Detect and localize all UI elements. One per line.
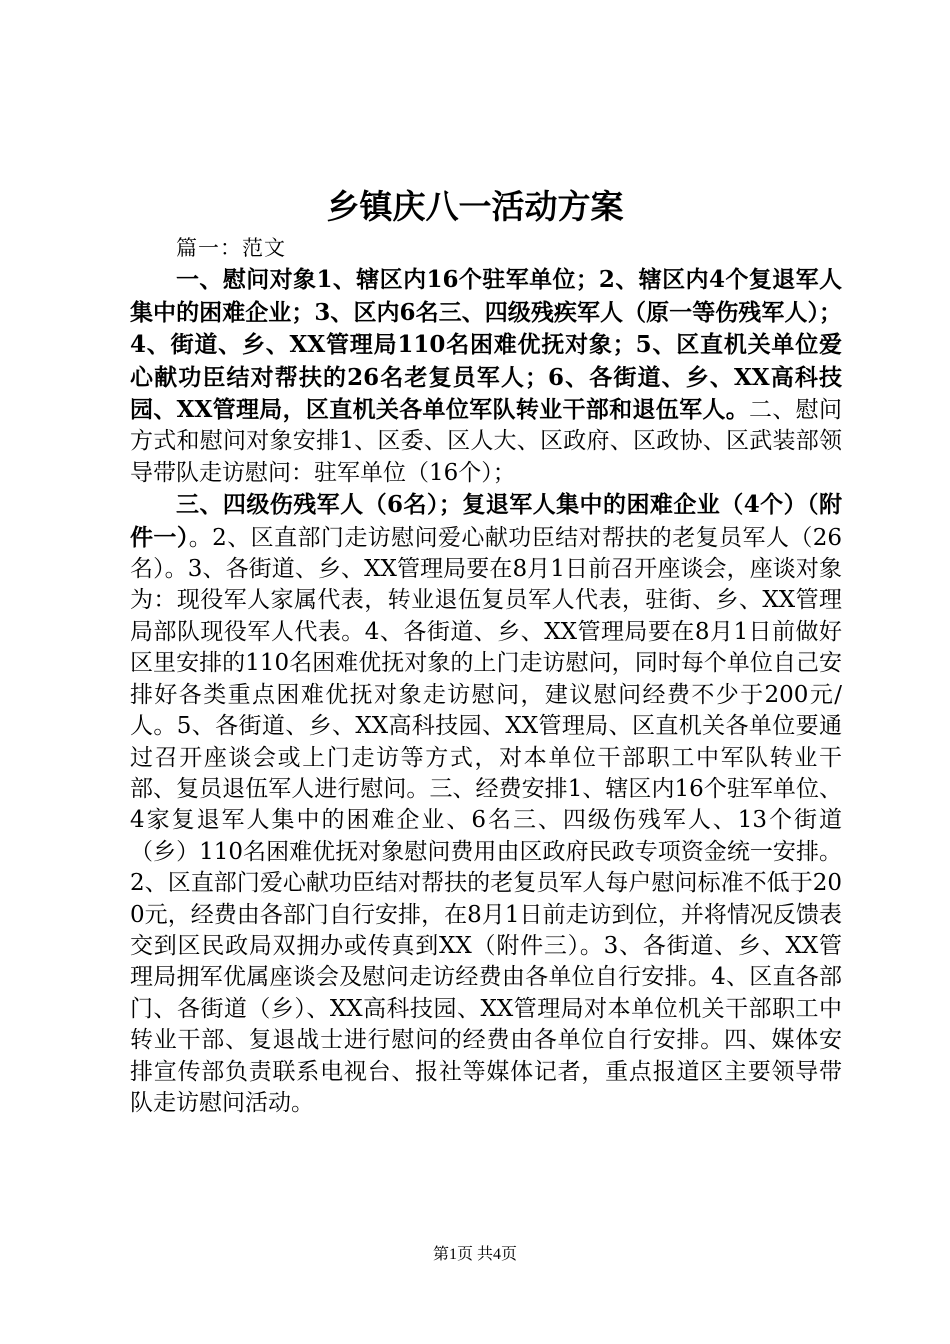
paragraph-2-normal: 。2、区直部门走访慰问爱心献功臣结对帮扶的老复员军人（26名）。3、各街道、乡、XX管理局要在8月1日前召开座谈会，座谈对象为：现役军人家属代表，转业退伍复员军人代表，驻街、乡、XX管理局部队现役军人代表。4、各街道、乡、XX管理局要在8月1日前做好区里安排的110名困难优抚对象的上门走访慰问，同时每个单位自己安排好各类重点困难优抚对象走访慰问，建议慰问经费不少于200元/人。5、各街道、乡、XX高科技园、XX管理局、区直机关各单位要通过召开座谈会或上门走访等方式，对本单位干部职工中军队转业干部、复员退伍军人进行慰问。三、经费安排1、辖区内16个驻军单位、4家复退军人集中的困难企业、6名三、四级伤残军人、13个街道（乡）110名困难优抚对象慰问费用由区政府民政专项资金统一安排。2、区直部门爱心献功臣结对帮扶的老复员军人每户慰问标准不低于200元，经费由各部门自行安排，在8月1日前走访到位，并将情况反馈表交到区民政局双拥办或传真到XX（附件三）。3、各街道、乡、XX管理局拥军优属座谈会及慰问走访经费由各单位自行安排。4、区直各部门、各街道（乡）、XX高科技园、XX管理局对本单位机关干部职工中转业干部、复退战士进行慰问的经费由各单位自行安排。四、媒体安排宣传部负责联系电视台、报社等媒体记者，重点报道区主要领导带队走访慰问活动。: [130, 524, 842, 1116]
document-title: 乡镇庆八一活动方案: [326, 187, 624, 226]
paragraph-1-normal: 二、慰问方式和慰问对象安排1、区委、区人大、区政府、区政协、区武装部领导带队走访慰问：驻军单位（16个）；: [130, 397, 842, 486]
paragraph-1-bold: 一、慰问对象1、辖区内16个驻军单位；2、辖区内4个复退军人集中的困难企业；3、区内6名三、四级残疾军人（原一等伤残军人）；4、街道、乡、XX管理局110名困难优抚对象；5、区直机关单位爱心献功臣结对帮扶的26名老复员军人；6、各街道、乡、XX高科技园、XX管理局，区直机关各单位军队转业干部和退伍军人。: [130, 266, 842, 424]
subheading: [130, 233, 842, 264]
paragraph-1: [130, 264, 842, 489]
document-body: [130, 233, 842, 1119]
subheading-text: 篇一：范文: [176, 236, 286, 260]
paragraph-2-bold: 三、四级伤残军人（6名）；复退军人集中的困难企业（4个）（附件一）: [130, 491, 842, 551]
paragraph-2: [130, 489, 842, 1119]
page-footer: 第1页 共4页: [432, 1246, 517, 1263]
